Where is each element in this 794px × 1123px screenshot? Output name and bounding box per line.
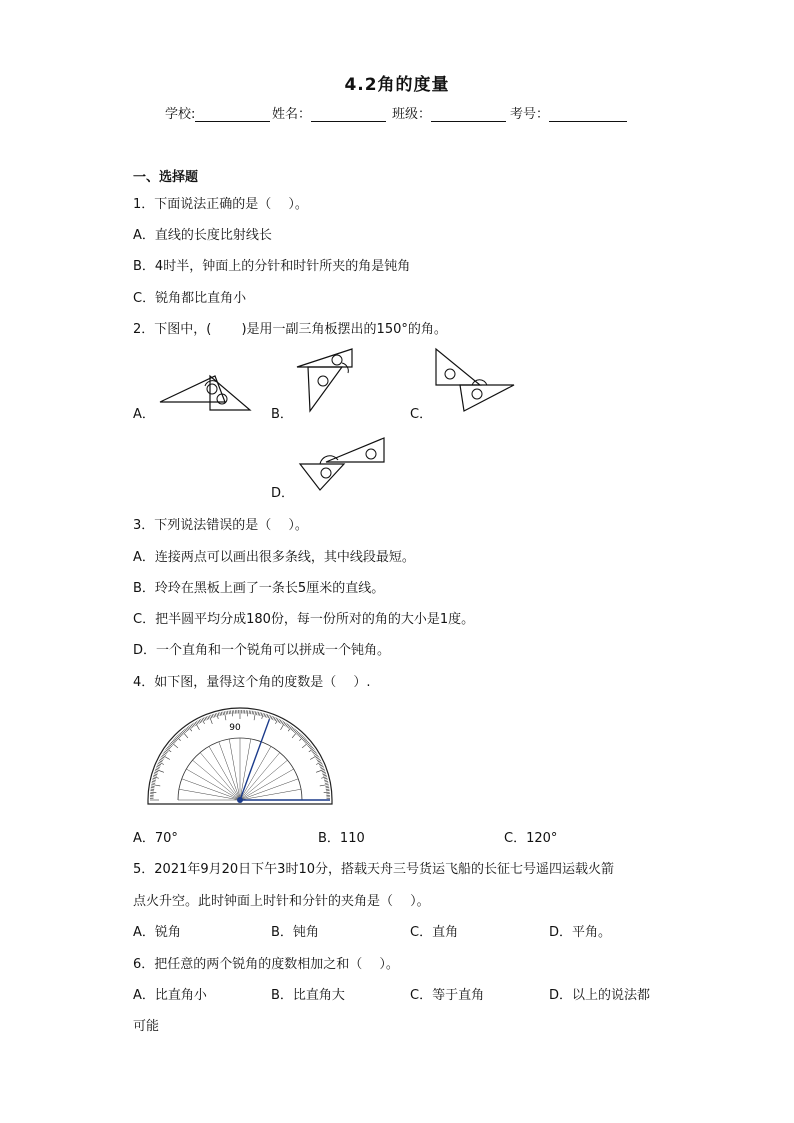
q6-option-c[interactable]: C．等于直角 (410, 988, 485, 1003)
school-label: 学校: (165, 107, 196, 122)
protractor-center-mark (237, 797, 243, 803)
q6-option-a[interactable]: A．比直角小 (133, 988, 207, 1003)
q2-option-c-label[interactable]: C． (410, 407, 433, 422)
q2-stem: 2．下图中，( )是用一副三角板摆出的150°的角。 (133, 322, 447, 337)
q4-option-c[interactable]: C．120° (504, 831, 558, 846)
exam-no-label: 考号： (510, 107, 550, 122)
q2-option-b-triangles[interactable] (292, 345, 362, 415)
class-blank[interactable] (431, 107, 506, 122)
q4-stem: 4．如下图，量得这个角的度数是（ ）. (133, 675, 371, 690)
q1-option-c[interactable]: C．锐角都比直角小 (133, 291, 247, 306)
q3-option-a[interactable]: A．连接两点可以画出很多条线，其中线段最短。 (133, 550, 415, 565)
q5-stem-line2: 点火升空。此时钟面上时针和分针的夹角是（ ）。 (133, 894, 430, 909)
page-title: 4.2角的度量 (344, 75, 450, 95)
q3-option-c[interactable]: C．把半圆平均分成180份，每一份所对的角的大小是1度。 (133, 612, 475, 627)
q5-option-c[interactable]: C．直角 (410, 925, 459, 940)
class-label: 班级： (392, 107, 432, 122)
q5-option-b[interactable]: B．钝角 (271, 925, 319, 940)
q4-option-a[interactable]: A．70° (133, 831, 178, 846)
q2-option-d-triangles[interactable] (296, 434, 396, 496)
protractor-diagram (144, 702, 326, 812)
name-label: 姓名： (272, 107, 312, 122)
q2-option-d-label[interactable]: D． (271, 486, 295, 501)
class-field (392, 103, 506, 122)
q2-option-a-label[interactable]: A． (133, 407, 155, 422)
q2-option-b-label[interactable]: B． (271, 407, 293, 422)
name-field (272, 103, 386, 122)
q2-option-c-triangles[interactable] (432, 345, 522, 415)
q3-stem: 3．下列说法错误的是（ ）。 (133, 518, 308, 533)
protractor-90-label: 90 (229, 723, 241, 733)
q6-stem: 6．把任意的两个锐角的度数相加之和（ ）。 (133, 957, 399, 972)
q1-stem: 1．下面说法正确的是（ ）。 (133, 197, 308, 212)
q6-option-d-continued: 可能 (133, 1019, 160, 1034)
name-blank[interactable] (311, 107, 386, 122)
exam-no-blank[interactable] (549, 107, 627, 122)
q6-option-d[interactable]: D．以上的说法都 (549, 988, 651, 1003)
exam-no-field (510, 103, 627, 122)
q4-option-b[interactable]: B．110 (318, 831, 365, 846)
q3-option-d[interactable]: D．一个直角和一个锐角可以拼成一个钝角。 (133, 643, 391, 658)
q5-option-a[interactable]: A．锐角 (133, 925, 181, 940)
section-title: 一、选择题 (133, 170, 199, 185)
q5-stem-line1: 5．2021年9月20日下午3时10分，搭载天舟三号货运飞船的长征七号遥四运载火箭 (133, 862, 614, 877)
school-field (165, 103, 270, 122)
q1-option-a[interactable]: A．直线的长度比射线长 (133, 228, 272, 243)
q1-option-b[interactable]: B．4时半，钟面上的分针和时针所夹的角是钝角 (133, 259, 411, 274)
q3-option-b[interactable]: B．玲玲在黑板上画了一条长5厘米的直线。 (133, 581, 385, 596)
school-blank[interactable] (195, 107, 270, 122)
q5-option-d[interactable]: D．平角。 (549, 925, 612, 940)
q6-option-b[interactable]: B．比直角大 (271, 988, 345, 1003)
q2-option-a-triangles[interactable] (155, 372, 255, 412)
